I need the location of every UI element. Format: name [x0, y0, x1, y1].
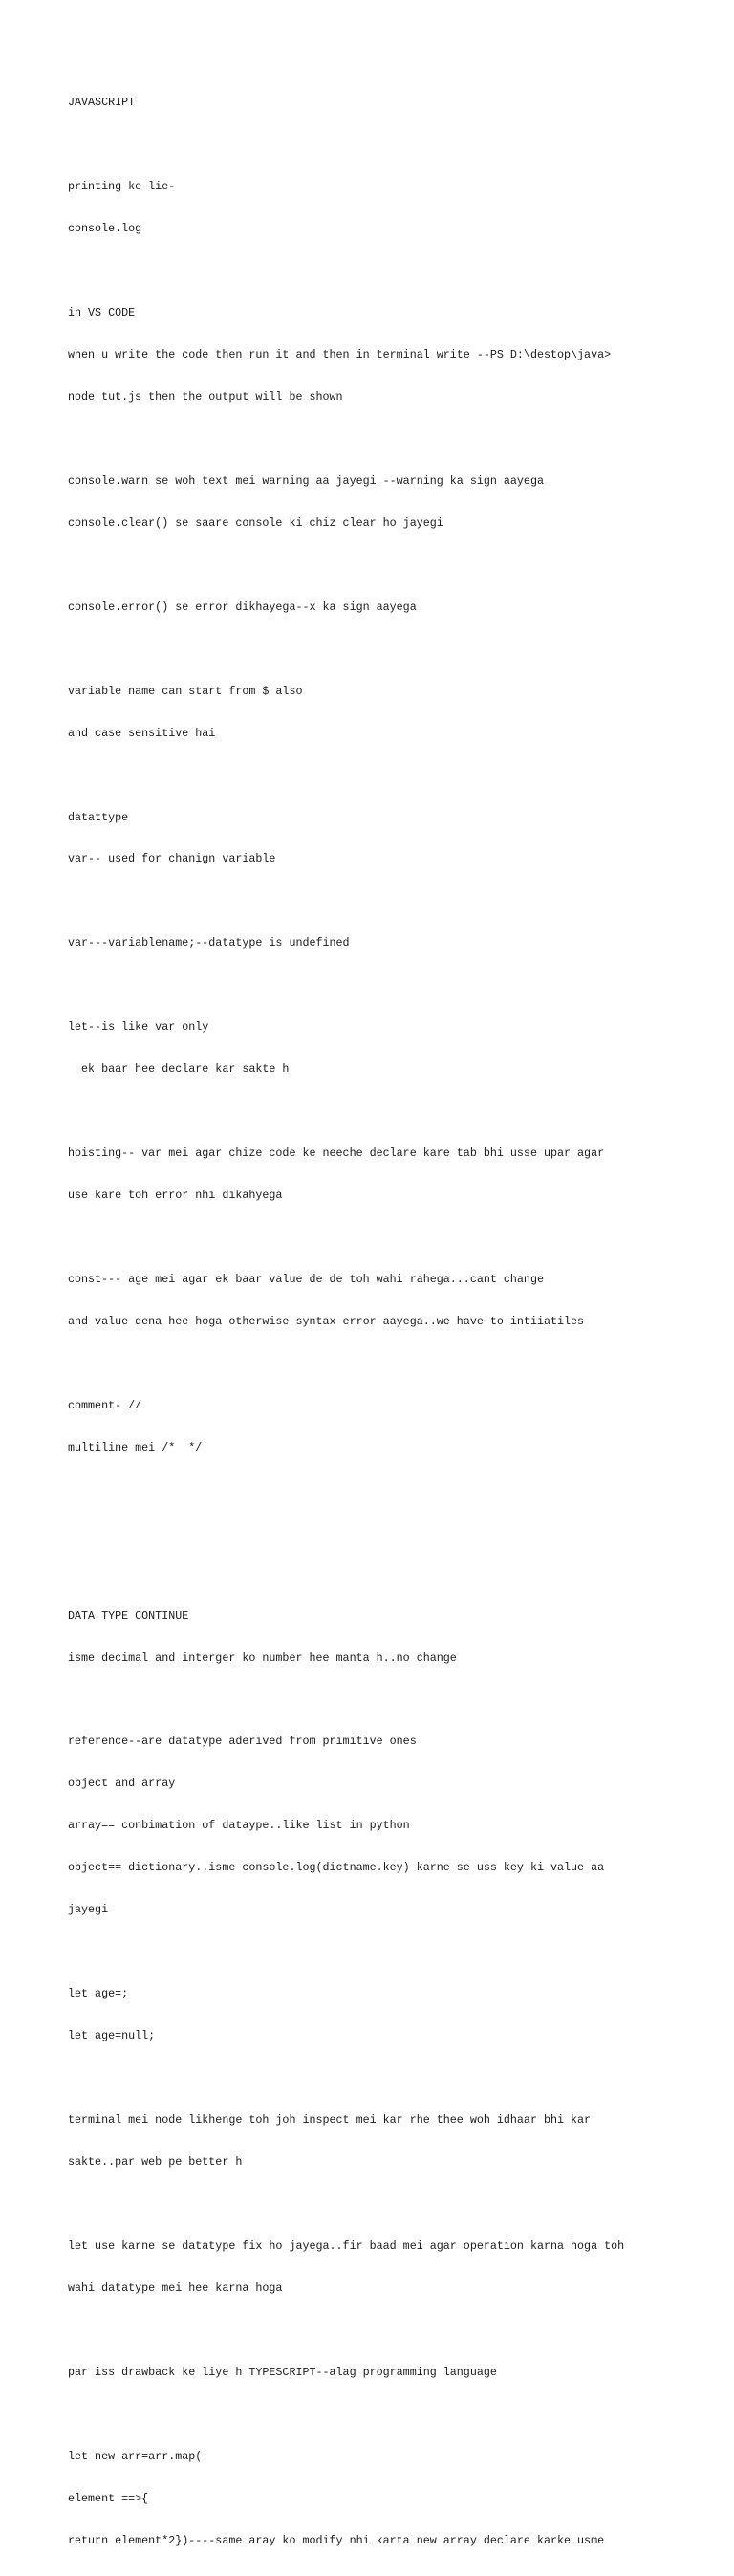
text-line: let age=null; — [68, 2029, 156, 2043]
text-line — [68, 769, 718, 783]
text-line: let age=; — [68, 1987, 129, 2001]
text-line: console.error() se error dikhayega--x ka sign aayega — [68, 600, 417, 614]
text-line: and value dena hee hoga otherwise syntax error aayega..we have to intiiatiles — [68, 1314, 585, 1328]
text-line: return element*2})----same aray ko modify nhi karta new array declare karke usme — [68, 2533, 605, 2547]
text-line: when u write the code then run it and then in terminal write --PS D:\destop\java> — [68, 348, 612, 362]
text-line — [68, 264, 718, 278]
text-line — [68, 1483, 718, 1497]
text-line: element ==>{ — [68, 2491, 149, 2505]
text-line: array== conbimation of dataype..like list in python — [68, 1819, 410, 1833]
text-line — [68, 432, 718, 447]
text-line: and case sensitive hai — [68, 726, 216, 740]
text-line — [68, 643, 718, 657]
text-line: terminal mei node likhenge toh joh inspect mei kar rhe thee woh idhaar bhi kar — [68, 2113, 592, 2128]
text-line: console.warn se woh text mei warning aa jayegi --warning ka sign aayega — [68, 473, 544, 488]
text-line — [68, 978, 718, 993]
text-line — [68, 2408, 718, 2422]
text-line — [68, 138, 718, 152]
text-line: reference--are datatype aderived from primitive ones — [68, 1735, 417, 1749]
text-line: const--- age mei agar ek baar value de de toh wahi rahega...cant change — [68, 1273, 544, 1286]
text-line: par iss drawback ke liye h TYPESCRIPT--alag programming language — [68, 2365, 497, 2379]
text-line: object and array — [68, 1777, 176, 1791]
text-line: ek baar hee declare kar sakte h — [68, 1062, 290, 1077]
text-line: node tut.js then the output will be shown — [68, 389, 343, 404]
text-line — [68, 1693, 718, 1708]
text-line: printing ke lie- — [68, 180, 176, 194]
text-line: let new arr=arr.map( — [68, 2449, 203, 2463]
text-line: var---variablename;--datatype is undefined — [68, 936, 350, 950]
text-line: hoisting-- var mei agar chize code ke neeche declare kare tab bhi usse upar agar — [68, 1146, 605, 1161]
text-line: console.clear() se saare console ki chiz clear ho jayegi — [68, 515, 443, 530]
text-line — [68, 2071, 718, 2085]
doc-title: JAVASCRIPT — [68, 96, 136, 110]
text-line: var-- used for chanign variable — [68, 852, 276, 866]
text-line: comment- // — [68, 1398, 142, 1412]
text-line: let use karne se datatype fix ho jayega..fir baad mei agar operation karna hoga toh — [68, 2238, 625, 2253]
text-line: console.log — [68, 222, 142, 236]
text-line — [68, 1104, 718, 1119]
text-line: variable name can start from $ also — [68, 684, 303, 698]
text-line — [68, 1525, 718, 1539]
text-line — [68, 1567, 718, 1582]
text-line — [68, 2197, 718, 2212]
text-line — [68, 2324, 718, 2338]
text-line: sakte..par web pe better h — [68, 2155, 243, 2170]
text-line — [68, 1945, 718, 1959]
document-body — [68, 68, 718, 2576]
text-line: wahi datatype mei hee karna hoga — [68, 2281, 283, 2295]
text-line: in VS CODE — [68, 306, 136, 320]
text-line: datattype — [68, 810, 129, 824]
text-line: object== dictionary..isme console.log(dictname.key) karne se uss key ki value aa — [68, 1861, 605, 1875]
text-line — [68, 1231, 718, 1245]
text-line: isme decimal and interger ko number hee manta h..no change — [68, 1650, 457, 1665]
text-line: use kare toh error nhi dikahyega — [68, 1189, 283, 1203]
text-line: let--is like var only — [68, 1020, 209, 1035]
text-line: multiline mei /* */ — [68, 1440, 203, 1454]
section-heading: DATA TYPE CONTINUE — [68, 1608, 189, 1623]
text-line — [68, 558, 718, 573]
text-line — [68, 1357, 718, 1371]
text-line: jayegi — [68, 1903, 109, 1917]
text-line — [68, 894, 718, 908]
